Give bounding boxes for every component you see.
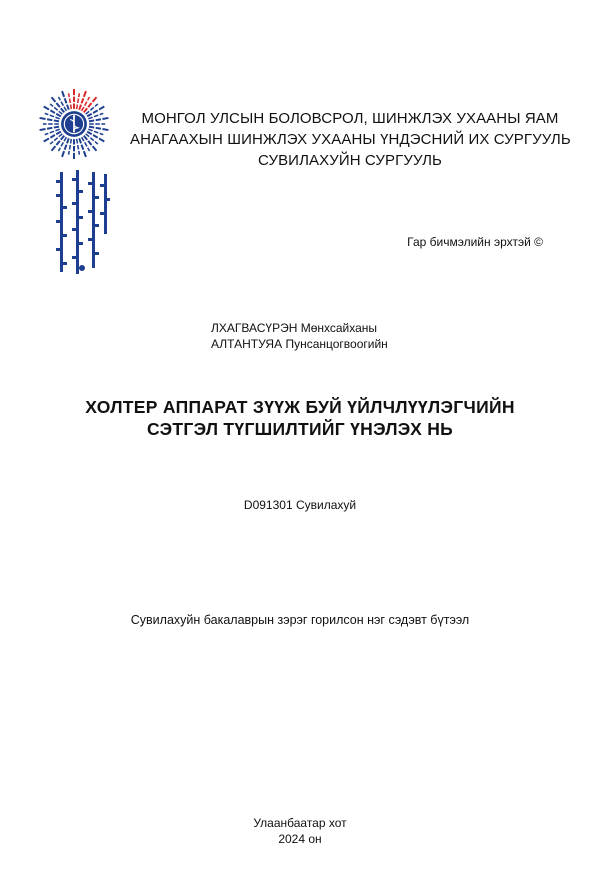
logo-ray	[88, 148, 90, 151]
logo-ray	[52, 146, 56, 151]
logo-ray	[58, 97, 60, 100]
logo-ray	[84, 136, 87, 140]
logo-ray	[84, 91, 86, 97]
logo-ray	[50, 110, 55, 113]
logo-ray	[47, 128, 52, 129]
logo-ray	[84, 108, 87, 112]
logo-ray	[59, 134, 62, 137]
logo-ray	[70, 145, 71, 149]
authors-block	[211, 320, 388, 352]
logo-ray	[47, 119, 52, 120]
mongolian-script-logotype	[52, 168, 110, 278]
logo-ray	[88, 129, 92, 131]
logo-ray	[89, 120, 94, 121]
logo-ray	[45, 133, 49, 134]
logo-ray	[40, 129, 46, 130]
logo-ray	[90, 138, 93, 141]
logo-ray	[71, 105, 72, 109]
logo-ray	[96, 119, 101, 120]
logo-ray	[69, 93, 70, 97]
logo-ray	[61, 136, 64, 140]
ministry-name: МОНГОЛ УЛСЫН БОЛОВСРОЛ, ШИНЖЛЭХ УХААНЫ ЯАМ	[141, 110, 559, 127]
logo-ray	[84, 151, 86, 157]
logo-ray	[67, 105, 69, 110]
logo-ray	[50, 131, 54, 133]
institution-header	[130, 108, 570, 171]
logo-ray	[61, 142, 63, 146]
logo-ray	[54, 120, 59, 121]
thesis-title-line-2: СЭТГЭЛ ТҮГШИЛТИЙГ ҮНЭЛЭХ НЬ	[146, 419, 454, 439]
logo-ray	[85, 142, 87, 146]
logo-ray	[86, 111, 89, 114]
logo-ray	[79, 138, 81, 143]
author-1: ЛХАГВАСҮРЭН Мөнхсайханы	[211, 321, 378, 335]
logo-ray	[96, 128, 101, 129]
logo-ray	[93, 135, 98, 138]
logo-ray	[87, 132, 92, 135]
logo-ray	[77, 105, 78, 109]
copyright-note: Гар бичмэлийн эрхтэй ©	[407, 235, 543, 249]
year: 2024 он	[278, 832, 322, 846]
logo-ray	[82, 145, 84, 150]
logo-ray	[50, 115, 54, 117]
logo-ray	[45, 113, 49, 114]
logo-ray	[100, 133, 104, 134]
logo-ray	[99, 138, 104, 141]
logo-ray	[93, 97, 97, 102]
logo-ray	[79, 151, 80, 155]
logo-ray	[44, 138, 49, 141]
logo-ray	[56, 132, 61, 135]
logo-ray	[61, 108, 64, 112]
logo-ray	[78, 145, 79, 149]
logo-ray	[67, 138, 69, 143]
logo-ray	[52, 97, 56, 102]
specialty-code: D091301 Сувилахуй	[243, 498, 357, 512]
logo-ray	[71, 139, 72, 143]
logo-ray	[94, 115, 98, 117]
logo-ray	[70, 99, 71, 103]
city-name: Улаанбаатар хот	[253, 816, 347, 830]
school-name: СУВИЛАХУЙН СУРГУУЛЬ	[258, 152, 442, 169]
logo-ray	[82, 107, 84, 111]
logo-ray	[88, 97, 90, 100]
logo-ray	[86, 134, 89, 137]
logo-ray	[50, 135, 55, 138]
logo-ray	[65, 145, 67, 150]
logo-ray	[99, 107, 104, 110]
logo-ray	[65, 98, 67, 103]
logo-ray	[59, 111, 62, 114]
logo-ray	[79, 105, 81, 110]
logo-ray	[54, 138, 57, 141]
logo-ray	[90, 107, 93, 110]
thesis-title-line-1: ХОЛТЕР АППАРАТ ЗҮҮЖ БУЙ ҮЙЛЧЛҮҮЛЭГЧИЙН	[85, 397, 515, 417]
logo-ray	[88, 103, 91, 107]
logo-ray	[78, 99, 79, 103]
logo-ray	[87, 114, 92, 117]
place-and-year	[0, 815, 600, 847]
logo-ray	[58, 148, 60, 151]
logo-ray	[82, 98, 84, 103]
logo-ray	[95, 104, 98, 106]
logo-ray	[102, 129, 108, 130]
logo-ray	[94, 131, 98, 133]
author-2: АЛТАНТУЯА Пунсанцогвоогийн	[211, 337, 388, 351]
logo-ray	[54, 127, 59, 128]
logo-ray	[100, 113, 104, 114]
logo-ray	[77, 139, 78, 143]
logo-ray	[102, 118, 108, 119]
logo-ray	[88, 141, 91, 145]
logo-ray	[93, 146, 97, 151]
logo-ray	[64, 137, 66, 141]
university-name: АНАГААХЫН ШИНЖЛЭХ УХААНЫ ҮНДЭСНИЙ ИХ СУРГУУЛЬ	[130, 131, 571, 148]
logo-ray	[62, 151, 64, 157]
logo-ray	[88, 117, 92, 119]
university-logo	[36, 86, 112, 162]
logo-ray	[40, 118, 46, 119]
thesis-title	[0, 396, 600, 440]
logo-ray	[50, 104, 53, 106]
logo-ray	[69, 151, 70, 155]
logo-ray	[56, 141, 59, 145]
logo-ray	[93, 110, 98, 113]
logo-ray	[79, 93, 80, 97]
logo-ray	[50, 142, 53, 144]
logo-ray	[89, 127, 94, 128]
logo-ray	[85, 102, 87, 106]
logo-ray	[55, 117, 59, 119]
logo-ray	[64, 107, 66, 111]
logo-ray	[62, 91, 64, 97]
logo-ray	[56, 103, 59, 107]
logo-ray	[95, 142, 98, 144]
logo-ray	[56, 114, 61, 117]
logo-ray	[44, 107, 49, 110]
logo-ray	[54, 107, 57, 110]
logo-ray	[82, 137, 84, 141]
degree-statement: Сувилахуйн бакалаврын зэрэг горилсон нэг сэдэвт бүтээл	[130, 613, 470, 627]
logo-ray	[55, 129, 59, 131]
logo-ray	[61, 102, 63, 106]
